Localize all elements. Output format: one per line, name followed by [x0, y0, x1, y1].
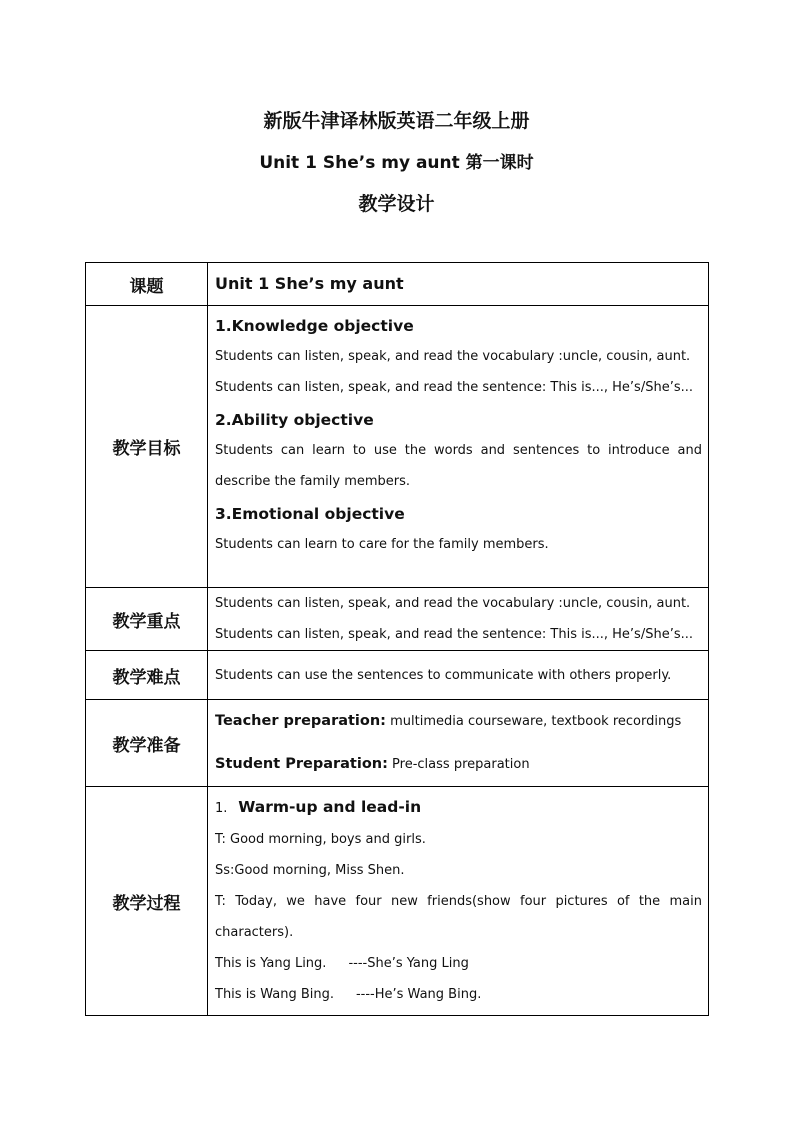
emotional-objective-heading: 3.Emotional objective	[215, 505, 405, 523]
dialogue-line-prompt: This is Yang Ling.	[215, 956, 327, 971]
topic-value: Unit 1 She’s my aunt	[215, 274, 404, 293]
objectives-cell	[208, 306, 709, 588]
process-step-heading	[215, 787, 702, 824]
dialogue-line-response: ----She’s Yang Ling	[348, 956, 469, 971]
knowledge-objective-line: Students can listen, speak, and read the vocabulary :uncle, cousin, aunt.	[215, 349, 691, 364]
document-subtitle: Unit 1 She’s my aunt 第一课时	[259, 153, 534, 173]
dialogue-line-prompt: This is Wang Bing.	[215, 987, 334, 1002]
dialogue-line	[215, 979, 702, 1010]
process-step-title: Warm-up and lead-in	[238, 798, 422, 816]
preparation-label: 教学准备	[86, 700, 208, 787]
key-points-cell	[208, 588, 709, 651]
document-title: 新版牛津译林版英语二年级上册	[263, 110, 530, 132]
student-preparation	[215, 743, 702, 786]
topic-label: 课题	[86, 263, 208, 306]
objectives-label: 教学目标	[86, 306, 208, 588]
topic-value-cell	[208, 263, 709, 306]
knowledge-objective-heading: 1.Knowledge objective	[215, 317, 414, 335]
difficult-points-label: 教学难点	[86, 651, 208, 700]
ability-objective-text: Students can learn to use the words and sentences to introduce and describe the family members.	[215, 443, 702, 489]
process-row	[86, 787, 709, 1016]
dialogue-line	[215, 948, 702, 979]
key-points-label: 教学重点	[86, 588, 208, 651]
dialogue-line: T: Good morning, boys and girls.	[215, 832, 426, 847]
difficult-points-row	[86, 651, 709, 700]
key-points-row	[86, 588, 709, 651]
lesson-plan-table	[85, 262, 709, 1016]
teacher-preparation-value: multimedia courseware, textbook recordings	[385, 714, 682, 729]
teacher-preparation-label: Teacher preparation:	[215, 713, 386, 729]
preparation-row	[86, 700, 709, 787]
dialogue-line-response: ----He’s Wang Bing.	[355, 987, 482, 1002]
document-type-heading: 教学设计	[358, 193, 435, 215]
key-point-line: Students can listen, speak, and read the sentence: This is..., He’s/She’s...	[215, 627, 694, 642]
objectives-row	[86, 306, 709, 588]
student-preparation-value: Pre-class preparation	[387, 757, 530, 772]
process-step-number: 1.	[215, 801, 228, 816]
key-point-line: Students can listen, speak, and read the vocabulary :uncle, cousin, aunt.	[215, 596, 691, 611]
teacher-preparation	[215, 700, 702, 743]
topic-row	[86, 263, 709, 306]
student-preparation-label: Student Preparation:	[215, 756, 388, 772]
difficult-point-line: Students can use the sentences to communicate with others properly.	[215, 667, 672, 683]
process-label: 教学过程	[86, 787, 208, 1016]
process-cell	[208, 787, 709, 1016]
knowledge-objective-line: Students can listen, speak, and read the sentence: This is..., He’s/She’s...	[215, 380, 694, 395]
dialogue-line: T: Today, we have four new friends(show four pictures of the main characters).	[215, 894, 702, 940]
dialogue-line: Ss:Good morning, Miss Shen.	[215, 863, 405, 878]
ability-objective-heading: 2.Ability objective	[215, 411, 374, 429]
difficult-points-cell	[208, 651, 709, 700]
preparation-cell	[208, 700, 709, 787]
emotional-objective-text: Students can learn to care for the family members.	[215, 537, 549, 552]
